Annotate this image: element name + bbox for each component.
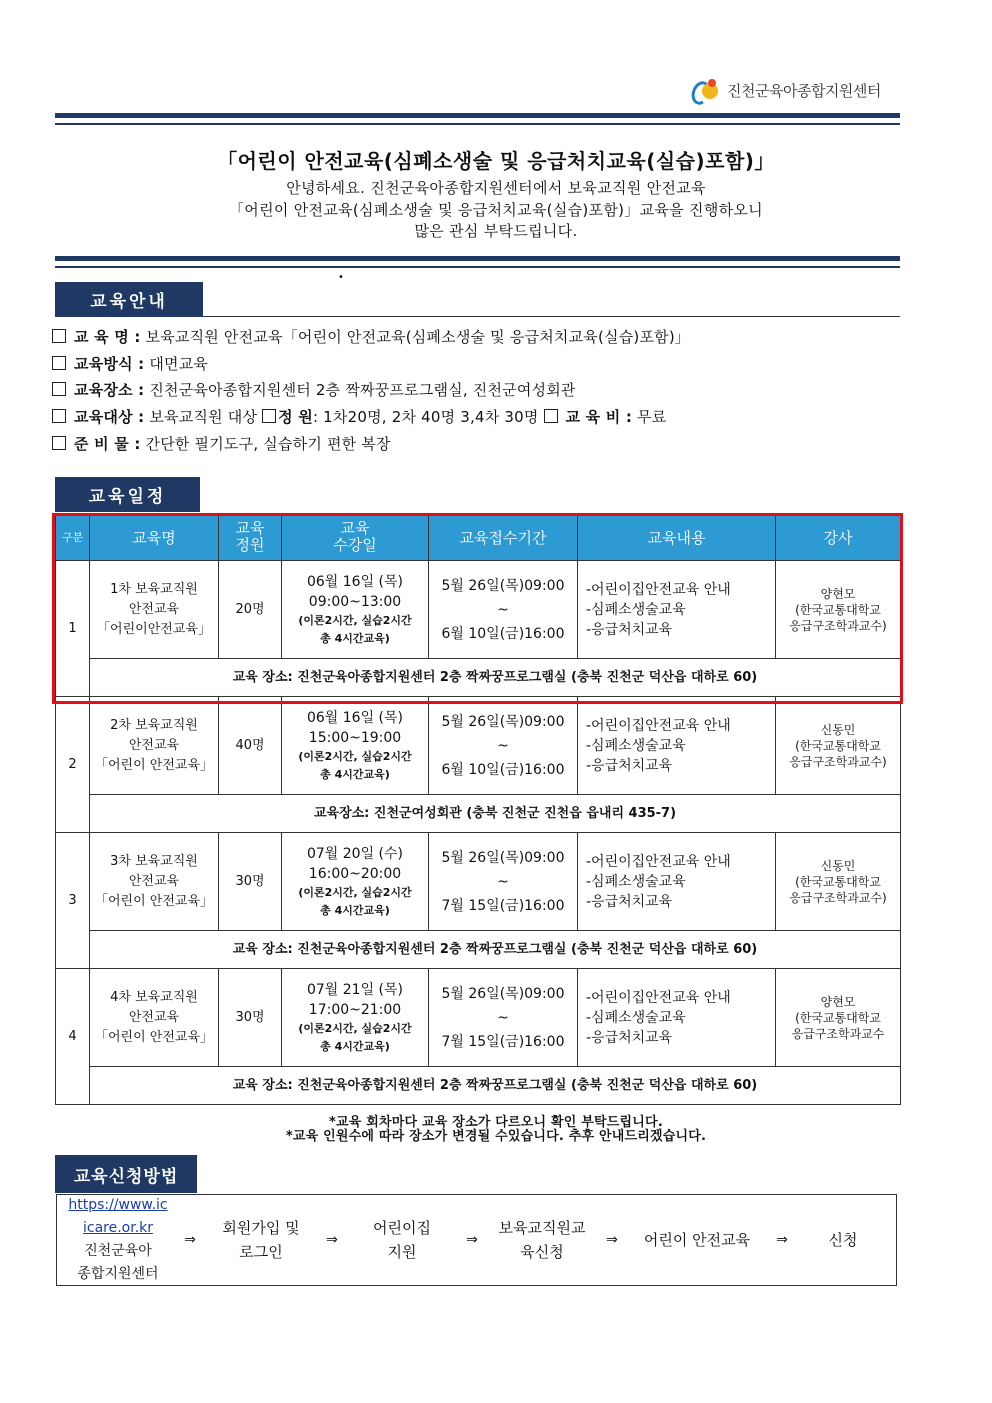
checkbox-square-icon — [544, 409, 558, 423]
content-line: -심폐소생술교육 — [586, 737, 686, 754]
cell-content — [578, 969, 776, 1067]
info-value: 보육교직원 대상 — [149, 408, 263, 426]
instructor-line: 응급구조학과교수) — [789, 890, 887, 905]
step-signup — [201, 1216, 321, 1264]
header-period: 교육접수기간 — [429, 516, 578, 561]
name-line: 안전교육 — [128, 737, 180, 753]
info-row-location — [52, 379, 576, 400]
instructor-line: 응급구조학과교수 — [791, 1026, 885, 1041]
cell-place: 교육 장소: 진천군육아종합지원센터 2층 짝짜꿍프로그램실 (충북 진천군 덕산읍 대하로 60) — [90, 931, 901, 969]
name-line: 「어린이 안전교육」 — [94, 757, 214, 773]
period-line: 5월 26일(목)09:00 — [441, 713, 565, 730]
date-line: 07월 20일 (수) — [306, 845, 404, 862]
cell-date — [282, 697, 429, 795]
checkbox-square-icon — [52, 409, 66, 423]
step-safety-course — [623, 1228, 771, 1252]
instructor-line: 신동민 — [820, 722, 856, 737]
checkbox-square-icon — [52, 382, 66, 396]
table-row — [56, 969, 901, 1067]
mid-rule-thin — [55, 266, 900, 268]
name-line: 안전교육 — [128, 873, 180, 889]
cell-content — [578, 833, 776, 931]
cell-place: 교육장소: 진천군여성회관 (충북 진천군 진천읍 읍내리 435-7) — [90, 795, 901, 833]
content-line: -심폐소생술교육 — [586, 1009, 686, 1026]
date-line: 06월 16일 (목) — [306, 573, 404, 590]
date-line: (이론2시간, 실습2시간 — [298, 885, 412, 899]
info-label: 교육방식 : — [74, 355, 145, 373]
name-line: 「어린이 안전교육」 — [94, 893, 214, 909]
stray-mark: • — [338, 272, 344, 283]
site-link-cont[interactable]: icare.or.kr — [82, 1220, 154, 1236]
cell-name — [90, 833, 219, 931]
content-line: -응급처치교육 — [586, 757, 673, 774]
apply-steps — [56, 1194, 897, 1286]
info-value: 대면교육 — [149, 355, 209, 373]
top-rule — [55, 113, 900, 118]
info-label: 정 원 — [278, 408, 313, 426]
cell-period — [429, 833, 578, 931]
cell-no: 4 — [56, 969, 90, 1105]
period-line: 5월 26일(목)09:00 — [441, 849, 565, 866]
section-tab-apply: 교육신청방법 — [55, 1155, 197, 1193]
info-row-supplies — [52, 433, 391, 454]
date-line: (이론2시간, 실습2시간 — [298, 1021, 412, 1035]
checkbox-square-icon — [262, 409, 276, 423]
info-value: 간단한 필기도구, 실습하기 편한 복장 — [145, 435, 391, 453]
info-value: 진천군육아종합지원센터 2층 짝짜꿍프로그램실, 진천군여성회관 — [149, 381, 576, 399]
org-logo-icon — [690, 77, 724, 103]
content-line: -심폐소생술교육 — [586, 601, 686, 618]
step-text: 어린이 안전교육 — [643, 1231, 751, 1249]
cell-capacity: 40명 — [219, 697, 282, 795]
content-line: -어린이집안전교육 안내 — [586, 989, 731, 1006]
name-line: 1차 보육교직원 — [110, 581, 198, 597]
info-value: 무료 — [632, 408, 667, 426]
cell-content — [578, 697, 776, 795]
period-line: 6월 10일(금)16:00 — [441, 625, 565, 642]
period-line: 7월 15일(금)16:00 — [441, 1033, 565, 1050]
info-label: 교육대상 : — [74, 408, 145, 426]
info-value: 보육교직원 안전교육「어린이 안전교육(심폐소생술 및 응급처치교육(실습)포함)」 — [145, 328, 691, 346]
step-apply — [793, 1228, 893, 1252]
cell-instructor — [776, 969, 901, 1067]
date-line: 총 4시간교육) — [320, 903, 390, 917]
instructor-line: 신동민 — [820, 858, 856, 873]
arrow-right-icon: ⇒ — [326, 1232, 338, 1248]
content-line: -응급처치교육 — [586, 893, 673, 910]
period-line: ~ — [497, 873, 509, 890]
instructor-line: 양현모 — [820, 586, 856, 601]
apply-site — [57, 1194, 179, 1286]
cell-no: 1 — [56, 561, 90, 697]
intro-line-1: 안녕하세요. 진천군육아종합지원센터에서 보육교직원 안전교육 — [286, 179, 706, 197]
site-link[interactable]: https://www.ic — [68, 1197, 168, 1213]
name-line: 안전교육 — [128, 601, 180, 617]
checkbox-square-icon — [52, 436, 66, 450]
site-name-cont: 종합지원센터 — [77, 1266, 159, 1282]
cell-capacity: 30명 — [219, 833, 282, 931]
step-text: 신청 — [828, 1231, 858, 1249]
highlight-box — [52, 513, 903, 704]
cell-place: 교육 장소: 진천군육아종합지원센터 2층 짝짜꿍프로그램실 (충북 진천군 덕산읍 대하로 60) — [90, 659, 901, 697]
document-title: 「어린이 안전교육(심폐소생술 및 응급처치교육(실습)포함)」 — [217, 149, 775, 173]
note-2: *교육 인원수에 따라 장소가 변경될 수있습니다. 추후 안내드리겠습니다. — [285, 1129, 707, 1144]
arrow-right-icon: ⇒ — [466, 1232, 478, 1248]
content-line: -응급처치교육 — [586, 1029, 673, 1046]
cell-name — [90, 697, 219, 795]
step-daycare-support — [343, 1216, 461, 1264]
section-tab-schedule: 교육일정 — [55, 477, 200, 512]
instructor-line: (한국교통대학교 — [795, 1010, 881, 1025]
period-line: 5월 26일(목)09:00 — [441, 985, 565, 1002]
date-line: 07월 21일 (목) — [306, 981, 404, 998]
table-row-place — [56, 1067, 901, 1105]
instructor-line: (한국교통대학교 — [795, 738, 881, 753]
period-line: ~ — [497, 737, 509, 754]
step-text: 회원가입 및 — [222, 1219, 300, 1237]
instructor-line: (한국교통대학교 — [795, 874, 881, 889]
info-label: 교 육 명 : — [74, 328, 141, 346]
date-line: 15:00~19:00 — [308, 729, 402, 746]
step-text: 로그인 — [239, 1243, 283, 1261]
cell-capacity: 20명 — [219, 561, 282, 659]
content-line: -어린이집안전교육 안내 — [586, 853, 731, 870]
checkbox-square-icon — [52, 329, 66, 343]
section-tab-education-info: 교육안내 — [55, 282, 203, 317]
period-line: 7월 15일(금)16:00 — [441, 897, 565, 914]
table-row-place — [56, 931, 901, 969]
date-line: 총 4시간교육) — [320, 767, 390, 781]
header-name: 교육명 — [90, 516, 219, 561]
date-line: 09:00~13:00 — [308, 593, 402, 610]
note-1: *교육 회차마다 교육 장소가 다르오니 확인 부탁드립니다. — [329, 1115, 663, 1130]
date-line: 06월 16일 (목) — [306, 709, 404, 726]
content-line: -심폐소생술교육 — [586, 873, 686, 890]
arrow-right-icon: ⇒ — [606, 1232, 618, 1248]
header-content: 교육내용 — [578, 516, 776, 561]
content-line: -응급처치교육 — [586, 621, 673, 638]
header-no: 구분 — [56, 516, 90, 561]
cell-instructor — [776, 833, 901, 931]
date-line: (이론2시간, 실습2시간 — [298, 749, 412, 763]
name-line: 2차 보육교직원 — [110, 717, 198, 733]
date-line: 16:00~20:00 — [308, 865, 402, 882]
date-line: (이론2시간, 실습2시간 — [298, 613, 412, 627]
arrow-right-icon: ⇒ — [184, 1232, 196, 1248]
date-line: 17:00~21:00 — [308, 1001, 402, 1018]
cell-place: 교육 장소: 진천군육아종합지원센터 2층 짝짜꿍프로그램실 (충북 진천군 덕산읍 대하로 60) — [90, 1067, 901, 1105]
info-label: 교육장소 : — [74, 381, 145, 399]
checkbox-square-icon — [52, 356, 66, 370]
step-text: 육신청 — [520, 1243, 564, 1261]
info-label: 교 육 비 : — [565, 408, 633, 426]
table-row-place — [56, 795, 901, 833]
date-line: 총 4시간교육) — [320, 631, 390, 645]
table-row — [56, 833, 901, 931]
cell-period — [429, 697, 578, 795]
header-text: 교육 — [340, 519, 370, 537]
cell-period — [429, 969, 578, 1067]
instructor-line: (한국교통대학교 — [795, 602, 881, 617]
cell-no: 2 — [56, 697, 90, 833]
mid-rule — [55, 256, 900, 261]
cell-instructor — [776, 697, 901, 795]
section-underline — [203, 316, 900, 317]
info-row-method — [52, 353, 208, 374]
info-value: : 1차20명, 2차 40명 3,4차 30명 — [312, 408, 544, 426]
name-line: 4차 보육교직원 — [110, 989, 198, 1005]
instructor-line: 양현모 — [820, 994, 856, 1009]
name-line: 안전교육 — [128, 1009, 180, 1025]
name-line: 「어린이 안전교육」 — [94, 1029, 214, 1045]
step-text: 보육교직원교 — [498, 1219, 586, 1237]
cell-no: 3 — [56, 833, 90, 969]
header-text: 정원 — [235, 536, 265, 554]
cell-name — [90, 969, 219, 1067]
header-instructor: 강사 — [776, 516, 901, 561]
period-line: ~ — [497, 1009, 509, 1026]
name-line: 3차 보육교직원 — [110, 853, 198, 869]
info-label: 준 비 물 : — [74, 435, 141, 453]
header-text: 수강일 — [333, 536, 377, 554]
period-line: 6월 10일(금)16:00 — [441, 761, 565, 778]
content-line: -어린이집안전교육 안내 — [586, 717, 731, 734]
cell-date — [282, 833, 429, 931]
top-rule-thin — [55, 123, 900, 125]
org-logo-text: 진천군육아종합지원센터 — [727, 81, 881, 100]
period-line: ~ — [497, 601, 509, 618]
step-text: 어린이집 — [373, 1219, 431, 1237]
period-line: 5월 26일(목)09:00 — [441, 577, 565, 594]
name-line: 「어린이안전교육」 — [97, 621, 211, 637]
step-text: 지원 — [387, 1243, 417, 1261]
info-row-name — [52, 326, 690, 347]
intro-line-3: 많은 관심 부탁드립니다. — [414, 222, 578, 240]
intro-line-2: 「어린이 안전교육(심폐소생술 및 응급처치교육(실습)포함)」교육을 진행하오니 — [229, 201, 763, 219]
instructor-line: 응급구조학과교수) — [789, 754, 887, 769]
content-line: -어린이집안전교육 안내 — [586, 581, 731, 598]
table-row — [56, 697, 901, 795]
step-staff-apply — [483, 1216, 601, 1264]
org-logo — [690, 76, 881, 104]
info-row-target — [52, 406, 666, 427]
site-name: 진천군육아 — [84, 1243, 152, 1259]
arrow-right-icon: ⇒ — [776, 1232, 788, 1248]
cell-date — [282, 969, 429, 1067]
date-line: 총 4시간교육) — [320, 1039, 390, 1053]
cell-capacity: 30명 — [219, 969, 282, 1067]
header-text: 교육 — [235, 519, 265, 537]
instructor-line: 응급구조학과교수) — [789, 618, 887, 633]
